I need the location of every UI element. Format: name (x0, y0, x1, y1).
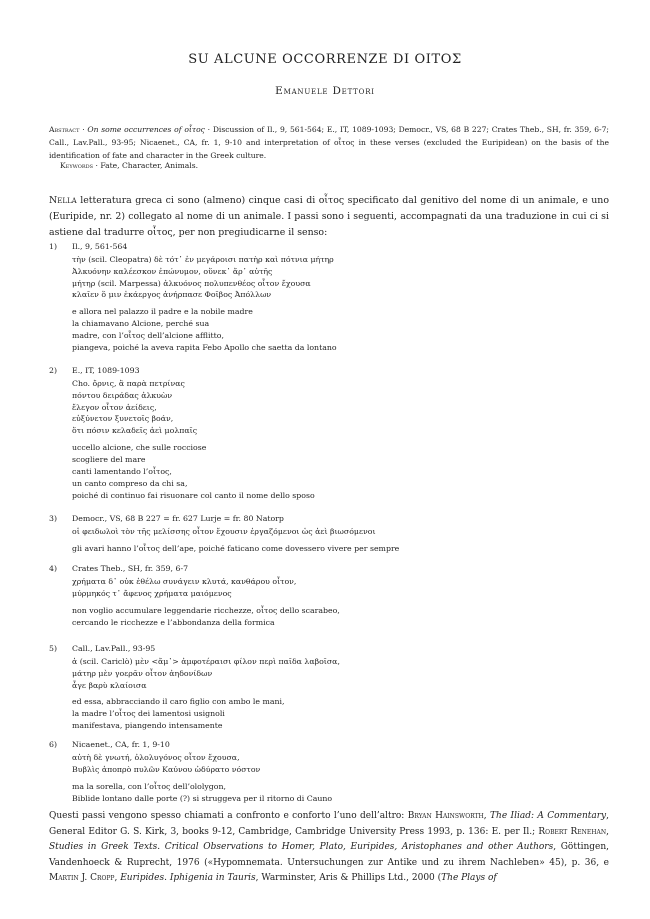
closing-text: , (114, 873, 121, 883)
translation-line: canti lamentando l’οἶτος, (72, 466, 172, 476)
intro-paragraph (49, 193, 609, 241)
article-author: Emanuele Dettori (275, 85, 375, 97)
passage-ref-text: Nicaenet., CA, fr. 1, 9-10 (72, 740, 170, 749)
closing-text: , General Editor G. S. Kirk, 3, books 9-12, Cambridge, Cambridge University Press 1993, p. 136: E. per Il.; (49, 811, 610, 837)
translation-line: madre, con l’οἶτος dell’alcione afflitto, (72, 331, 224, 341)
greek-verse: αὐτὴ δὲ γνωτή, ὀλολυγόνος οἶτον ἔχουσα, (72, 753, 240, 762)
translation-line: manifestava, piangendo intensamente (72, 721, 223, 731)
citation-title: Studies in Greek Texts. Critical Observations to Homer, Plato, Euripides, Aristophanes and other Authors (49, 842, 554, 852)
translation-line: poiché di continuo fai risuonare col canto il nome dello sposo (72, 490, 315, 500)
greek-verse: Cho. ὄρνις, ἃ παρὰ πετρίνας (72, 379, 185, 388)
passage-reference (49, 562, 609, 576)
passage-entry (49, 562, 609, 629)
greek-verse: μάτηρ μὲν γοερᾶν οἶτον ἀηδονίδων (72, 668, 213, 678)
passage-reference (49, 642, 609, 656)
translation-line: ed essa, abbracciando il caro figlio con ambo le mani, (72, 697, 285, 707)
abstract-text: · Discussion of Il., 9, 561-564; E., IT, 1089-1093; Democr., VS, 68 B 227; Crates Theb., SH, fr. 359, 6-7; Call., Lav.Pall., 93-95; Nicaenet., CA, fr. 1, 9-10 and interpretation of οἶτος in these verses (excluded the Euripidean) on the basis of the identification of fate and character in the Greek culture. (49, 125, 609, 160)
passage-ref-text: Democr., VS, 68 B 227 = fr. 627 Lurje = fr. 80 Natorp (72, 514, 284, 523)
greek-verse: Ἀλκυόνην καλέεσκον ἐπώνυμον, οὕνεκ᾽ ἄρ᾽ αὐτῆς (72, 266, 273, 276)
passage-reference (49, 738, 609, 752)
passage-number: 3) (49, 514, 58, 523)
greek-verse: τὴν (scil. Cleopatra) δὲ τότ᾽ ἐν μεγάροισι πατὴρ καὶ πότνια μήτηρ (72, 255, 334, 264)
passage-reference (49, 240, 609, 254)
citation-author: Bryan Hainsworth (407, 811, 484, 821)
abstract-title: On some occurrences of οἶτος (87, 125, 205, 134)
passage-entry (49, 364, 609, 502)
passage-number: 6) (49, 740, 58, 749)
greek-verse: ἁ (scil. Cariclò) μὲν <ἄμ᾽> ἀμφοτέραισι φίλον περὶ παῖδα λαβοῖσα, (72, 657, 340, 666)
greek-verse: Βυβλὶς ἀποπρὸ πυλῶν Καύνου ὠδύρατο νόστον (72, 764, 261, 774)
keywords-sep: · (93, 161, 101, 170)
closing-text: Questi passi vengono spesso chiamati a confronto e conforto l’uno dell’altro: (49, 811, 408, 821)
article-title: SU ALCUNE OCCORRENZE DI ΟΙΤΟΣ (188, 52, 462, 67)
closing-text: , (483, 811, 491, 821)
citation-author: Robert Renehan (538, 826, 607, 837)
greek-verse: κλαῖεν ὅ μιν ἑκάεργος ἀνήρπασε Φοῖβος Ἀπόλλων (72, 290, 272, 300)
passage-ref-text: Il., 9, 561-564 (72, 242, 128, 251)
passage-number: 4) (49, 564, 58, 573)
translation-line: ma la sorella, con l’οἶτος dell’ololygon, (72, 781, 226, 791)
intro-text: letteratura greca ci sono (almeno) cinque casi di οἶτος specificato dal genitivo del nome di un animale, e uno (Euripide, nr. 2) collegato al nome di un animale. I passi sono i seguenti, accompagnati da una traduzione in cui ci si astiene dal tradurre οἶτος, per non pregiudicarne il senso: (49, 195, 609, 238)
keywords (60, 159, 600, 172)
greek-verse: ἔλεγον οἶτον ἀείδεις, (72, 402, 157, 412)
passage-ref-text: Call., Lav.Pall., 93-95 (72, 644, 156, 653)
passage-ref-text: Crates Theb., SH, fr. 359, 6-7 (72, 564, 189, 573)
abstract (49, 123, 609, 162)
passage-number: 5) (49, 644, 58, 653)
greek-verse: μήτηρ (scil. Marpessa) ἀλκυόνος πολυπενθέος οἶτον ἔχουσα (72, 278, 311, 288)
closing-text: , (606, 826, 609, 837)
closing-text: , Warminster, Aris & Phillips Ltd., 2000 ( (255, 873, 442, 883)
abstract-label: Abstract (49, 125, 80, 134)
translation-line: la chiamavano Alcione, perché sua (72, 319, 210, 329)
translation-line: Biblide lontano dalle porte (?) si struggeva per il ritorno di Cauno (72, 793, 333, 803)
greek-verse: χρήματα δ᾽ οὐκ ἐθέλω συνάγειν κλυτά, κανθάρου οἶτον, (72, 577, 297, 586)
greek-verse: ἆγε βαρὺ κλαίοισα (72, 680, 147, 690)
translation-line: uccello alcione, che sulle rocciose (72, 442, 207, 452)
passage-entry (49, 738, 609, 805)
passage-number: 1) (49, 242, 58, 251)
greek-verse: ὅτι πόσιν κελαδεῖς ἀεὶ μολπαῖς (72, 426, 198, 436)
intro-lead: Nella (49, 195, 77, 206)
passage-reference (49, 364, 609, 378)
keywords-text: Fate, Character, Animals. (100, 161, 199, 170)
translation-line: cercando le ricchezze e l’abbondanza della formica (72, 617, 275, 627)
greek-verse: εὐξύνετον ξυνετοῖς βοάν, (72, 414, 174, 424)
passage-reference (49, 512, 609, 526)
closing-paragraph (49, 809, 609, 887)
passage-entry (49, 512, 609, 555)
passage-ref-text: E., IT, 1089-1093 (72, 366, 140, 375)
abstract-sep: · (79, 125, 88, 134)
citation-title: Euripides. Iphigenia in Tauris (120, 873, 256, 883)
citation-author: Martin J. Cropp (49, 873, 115, 883)
greek-verse: πόντου δειράδας ἀλκυὼν (72, 390, 173, 400)
greek-verse: μύρμηκός τ᾽ ἄφενος χρήματα μαιόμενος (72, 588, 232, 598)
translation-line: un canto compreso da chi sa, (72, 478, 188, 488)
citation-title: The Plays of (441, 873, 497, 883)
passage-entry (49, 642, 609, 732)
passage-entry (49, 240, 609, 354)
translation-line: non voglio accumulare leggendarie ricchezze, οἶτος dello scarabeo, (72, 605, 340, 615)
translation-line: piangeva, poiché la aveva rapita Febo Apollo che saetta da lontano (72, 343, 337, 353)
citation-title: The Iliad: A Commentary (490, 811, 607, 821)
keywords-label: Keywords (60, 161, 94, 170)
translation-line: la madre l’οἶτος dei lamentosi usignoli (72, 709, 225, 719)
closing-text: , Göttingen, Vandenhoeck & Ruprecht, 1976 («Hypomnemata. Untersuchungen zur Antike und zu ihrem Nachleben» 45), p. 36, e (49, 842, 609, 868)
translation-line: e allora nel palazzo il padre e la nobile madre (72, 307, 253, 317)
greek-verse: οἱ φειδωλοὶ τὸν τῆς μελίσσης οἶτον ἔχουσιν ἐργαζόμενοι ὡς ἀεὶ βιωσόμενοι (72, 527, 376, 536)
translation-line: scogliere del mare (72, 454, 146, 464)
passage-number: 2) (49, 366, 58, 375)
translation-line: gli avari hanno l’οἶτος dell’ape, poiché faticano come dovessero vivere per sempre (72, 543, 400, 553)
